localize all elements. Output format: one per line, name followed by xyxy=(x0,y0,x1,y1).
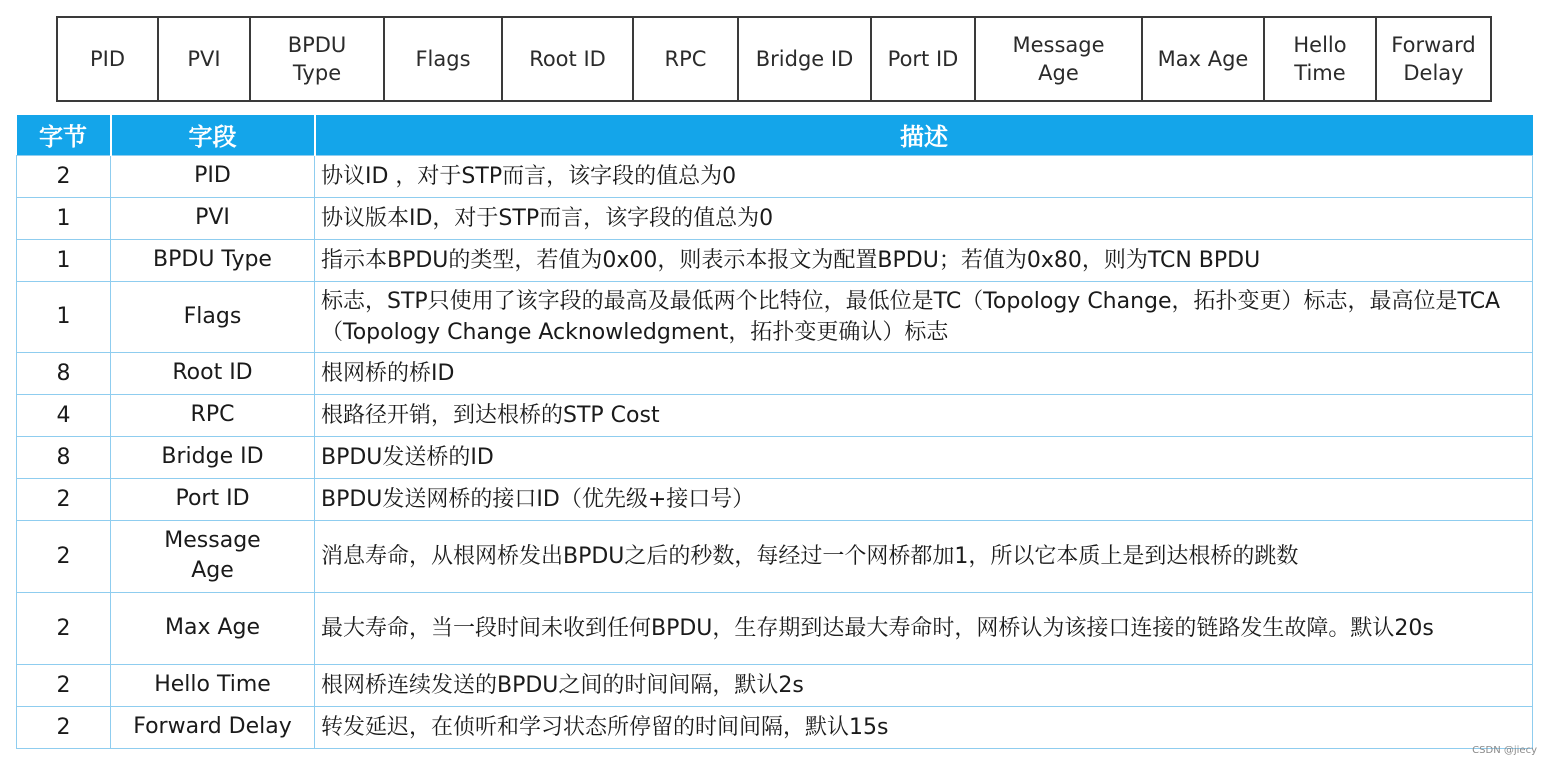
cell-field: Bridge ID xyxy=(111,436,315,478)
table-row xyxy=(17,664,1533,706)
frame-cell-root-id: Root ID xyxy=(503,18,634,100)
table-row xyxy=(17,520,1533,592)
table-row xyxy=(17,155,1533,197)
cell-description: 最大寿命，当一段时间未收到任何BPDU，生存期到达最大寿命时，网桥认为该接口连接的链路发生故障。默认20s xyxy=(315,592,1533,664)
cell-bytes: 8 xyxy=(17,352,111,394)
frame-cell-pid: PID xyxy=(58,18,159,100)
table-row xyxy=(17,352,1533,394)
frame-cell-pvi: PVI xyxy=(159,18,251,100)
bpdu-field-table xyxy=(16,115,1533,749)
frame-cell-bpdu-type: BPDU Type xyxy=(251,18,385,100)
table-row xyxy=(17,436,1533,478)
cell-bytes: 8 xyxy=(17,436,111,478)
frame-cell-rpc: RPC xyxy=(634,18,739,100)
frame-cell-hello-time: Hello Time xyxy=(1265,18,1377,100)
cell-field: Forward Delay xyxy=(111,706,315,748)
cell-description: 根网桥连续发送的BPDU之间的时间间隔，默认2s xyxy=(315,664,1533,706)
frame-cell-port-id: Port ID xyxy=(872,18,976,100)
cell-field: RPC xyxy=(111,394,315,436)
table-row xyxy=(17,478,1533,520)
cell-description: 标志，STP只使用了该字段的最高及最低两个比特位，最低位是TC（Topology Change，拓扑变更）标志，最高位是TCA（Topology Change Acknowledgment，拓扑变更确认）标志 xyxy=(315,281,1533,352)
cell-description: 消息寿命，从根网桥发出BPDU之后的秒数，每经过一个网桥都加1，所以它本质上是到达根桥的跳数 xyxy=(315,520,1533,592)
cell-description: 转发延迟，在侦听和学习状态所停留的时间间隔，默认15s xyxy=(315,706,1533,748)
cell-field: PID xyxy=(111,155,315,197)
table-row xyxy=(17,197,1533,239)
cell-field: Port ID xyxy=(111,478,315,520)
cell-bytes: 2 xyxy=(17,478,111,520)
frame-cell-max-age: Max Age xyxy=(1143,18,1265,100)
cell-description: 协议ID ，对于STP而言，该字段的值总为0 xyxy=(315,155,1533,197)
table-row xyxy=(17,239,1533,281)
frame-cell-forward-delay: Forward Delay xyxy=(1391,33,1476,85)
frame-cell-flags: Flags xyxy=(385,18,503,100)
cell-field: Flags xyxy=(111,281,315,352)
table-row xyxy=(17,394,1533,436)
cell-bytes: 2 xyxy=(17,520,111,592)
cell-description: 根路径开销，到达根桥的STP Cost xyxy=(315,394,1533,436)
bpdu-frame-diagram xyxy=(56,16,1492,102)
cell-bytes: 1 xyxy=(17,239,111,281)
cell-field: BPDU Type xyxy=(111,239,315,281)
cell-bytes: 2 xyxy=(17,155,111,197)
cell-field: PVI xyxy=(111,197,315,239)
table-header-row xyxy=(17,115,1533,155)
cell-bytes: 1 xyxy=(17,197,111,239)
cell-bytes: 1 xyxy=(17,281,111,352)
header-bytes: 字节 xyxy=(17,115,111,155)
cell-bytes: 2 xyxy=(17,664,111,706)
cell-bytes: 4 xyxy=(17,394,111,436)
cell-description: 协议版本ID，对于STP而言，该字段的值总为0 xyxy=(315,197,1533,239)
cell-description: 根网桥的桥ID xyxy=(315,352,1533,394)
header-description: 描述 xyxy=(315,115,1533,155)
cell-field: Message Age xyxy=(111,520,315,592)
cell-field: Hello Time xyxy=(111,664,315,706)
cell-description: 指示本BPDU的类型，若值为0x00，则表示本报文为配置BPDU；若值为0x80，则为TCN BPDU xyxy=(315,239,1533,281)
table-row xyxy=(17,281,1533,352)
header-field: 字段 xyxy=(111,115,315,155)
table-row xyxy=(17,592,1533,664)
cell-field: Root ID xyxy=(111,352,315,394)
cell-bytes: 2 xyxy=(17,706,111,748)
table-row xyxy=(17,706,1533,748)
watermark: CSDN @jiecy xyxy=(1472,745,1537,756)
cell-description: BPDU发送网桥的接口ID（优先级+接口号） xyxy=(315,478,1533,520)
frame-cell-bridge-id: Bridge ID xyxy=(739,18,872,100)
cell-description: BPDU发送桥的ID xyxy=(315,436,1533,478)
cell-field: Max Age xyxy=(111,592,315,664)
cell-bytes: 2 xyxy=(17,592,111,664)
frame-cell-message-age: Message Age xyxy=(976,18,1143,100)
